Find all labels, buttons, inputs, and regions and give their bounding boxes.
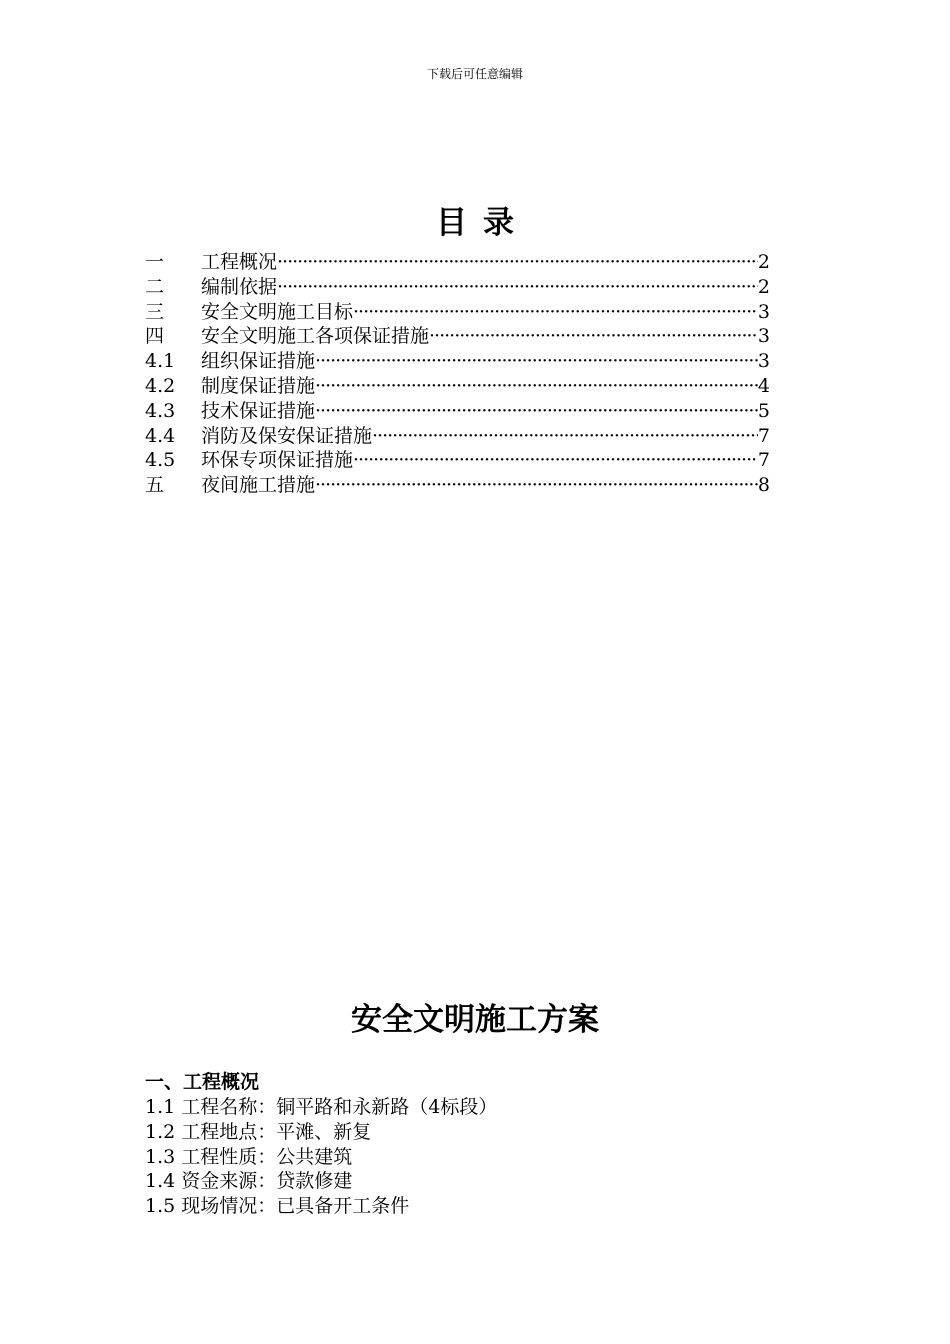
toc-entry-text: 环保专项保证措施 bbox=[201, 449, 354, 472]
body-line: 1.2 工程地点：平滩、新复 bbox=[145, 1120, 372, 1143]
toc-dot-leader bbox=[315, 473, 758, 498]
toc-entry-number: 4.1 bbox=[145, 350, 176, 373]
toc-title: 目录 bbox=[436, 205, 530, 241]
table-of-contents bbox=[145, 250, 770, 498]
toc-entry-number: 五 bbox=[145, 474, 165, 497]
toc-entry-text: 安全文明施工目标 bbox=[201, 300, 354, 323]
toc-entry-number: 一 bbox=[145, 251, 165, 273]
toc-entry-page: 7 bbox=[757, 424, 770, 447]
toc-entry[interactable] bbox=[145, 250, 770, 275]
toc-entry-number: 4.5 bbox=[145, 449, 176, 472]
header-note: 下载后可任意编辑 bbox=[426, 67, 523, 81]
toc-entry[interactable] bbox=[145, 349, 770, 374]
toc-entry-number: 四 bbox=[145, 325, 165, 348]
toc-dot-leader bbox=[277, 275, 758, 300]
toc-entry-page: 5 bbox=[757, 399, 770, 422]
toc-entry[interactable] bbox=[145, 324, 770, 349]
toc-entry-number: 4.3 bbox=[145, 399, 176, 422]
toc-entry[interactable] bbox=[145, 374, 770, 399]
toc-entry-page: 2 bbox=[757, 251, 770, 273]
toc-entry-page: 4 bbox=[757, 374, 770, 397]
toc-entry-page: 7 bbox=[757, 449, 770, 472]
toc-entry-number: 4.4 bbox=[145, 424, 176, 447]
toc-entry[interactable] bbox=[145, 473, 770, 498]
toc-entry[interactable] bbox=[145, 448, 770, 473]
toc-entry-text: 编制依据 bbox=[201, 275, 278, 298]
body-line: 1.1 工程名称：铜平路和永新路（4标段） bbox=[145, 1096, 498, 1118]
toc-entry-page: 3 bbox=[757, 300, 770, 323]
section-heading: 一、工程概况 bbox=[145, 1071, 260, 1093]
toc-dot-leader bbox=[429, 324, 758, 349]
toc-entry-page: 2 bbox=[757, 275, 770, 298]
toc-dot-leader bbox=[277, 250, 758, 275]
toc-entry[interactable] bbox=[145, 300, 770, 325]
toc-entry-text: 组织保证措施 bbox=[201, 350, 316, 373]
toc-entry-text: 技术保证措施 bbox=[201, 399, 316, 422]
toc-dot-leader bbox=[315, 399, 758, 424]
toc-entry[interactable] bbox=[145, 275, 770, 300]
body-line: 1.3 工程性质：公共建筑 bbox=[145, 1145, 353, 1168]
toc-dot-leader bbox=[353, 300, 758, 325]
toc-dot-leader bbox=[315, 349, 758, 374]
document-title: 安全文明施工方案 bbox=[351, 1002, 599, 1038]
toc-dot-leader bbox=[372, 424, 758, 449]
toc-entry-page: 8 bbox=[757, 474, 770, 497]
toc-entry-text: 消防及保安保证措施 bbox=[201, 424, 373, 447]
toc-entry-number: 二 bbox=[145, 275, 165, 298]
toc-entry-text: 安全文明施工各项保证措施 bbox=[201, 325, 430, 348]
toc-entry-page: 3 bbox=[757, 325, 770, 348]
toc-entry-text: 制度保证措施 bbox=[201, 374, 316, 397]
section-body bbox=[145, 1095, 497, 1219]
toc-dot-leader bbox=[315, 374, 758, 399]
toc-entry-number: 4.2 bbox=[145, 374, 176, 397]
toc-entry-text: 夜间施工措施 bbox=[201, 474, 316, 497]
body-line: 1.5 现场情况：已具备开工条件 bbox=[145, 1195, 410, 1218]
toc-entry[interactable] bbox=[145, 424, 770, 449]
body-line: 1.4 资金来源：贷款修建 bbox=[145, 1170, 353, 1193]
toc-entry-text: 工程概况 bbox=[201, 251, 278, 273]
toc-entry[interactable] bbox=[145, 399, 770, 424]
toc-dot-leader bbox=[353, 448, 758, 473]
toc-entry-number: 三 bbox=[145, 300, 165, 323]
toc-entry-page: 3 bbox=[757, 350, 770, 373]
